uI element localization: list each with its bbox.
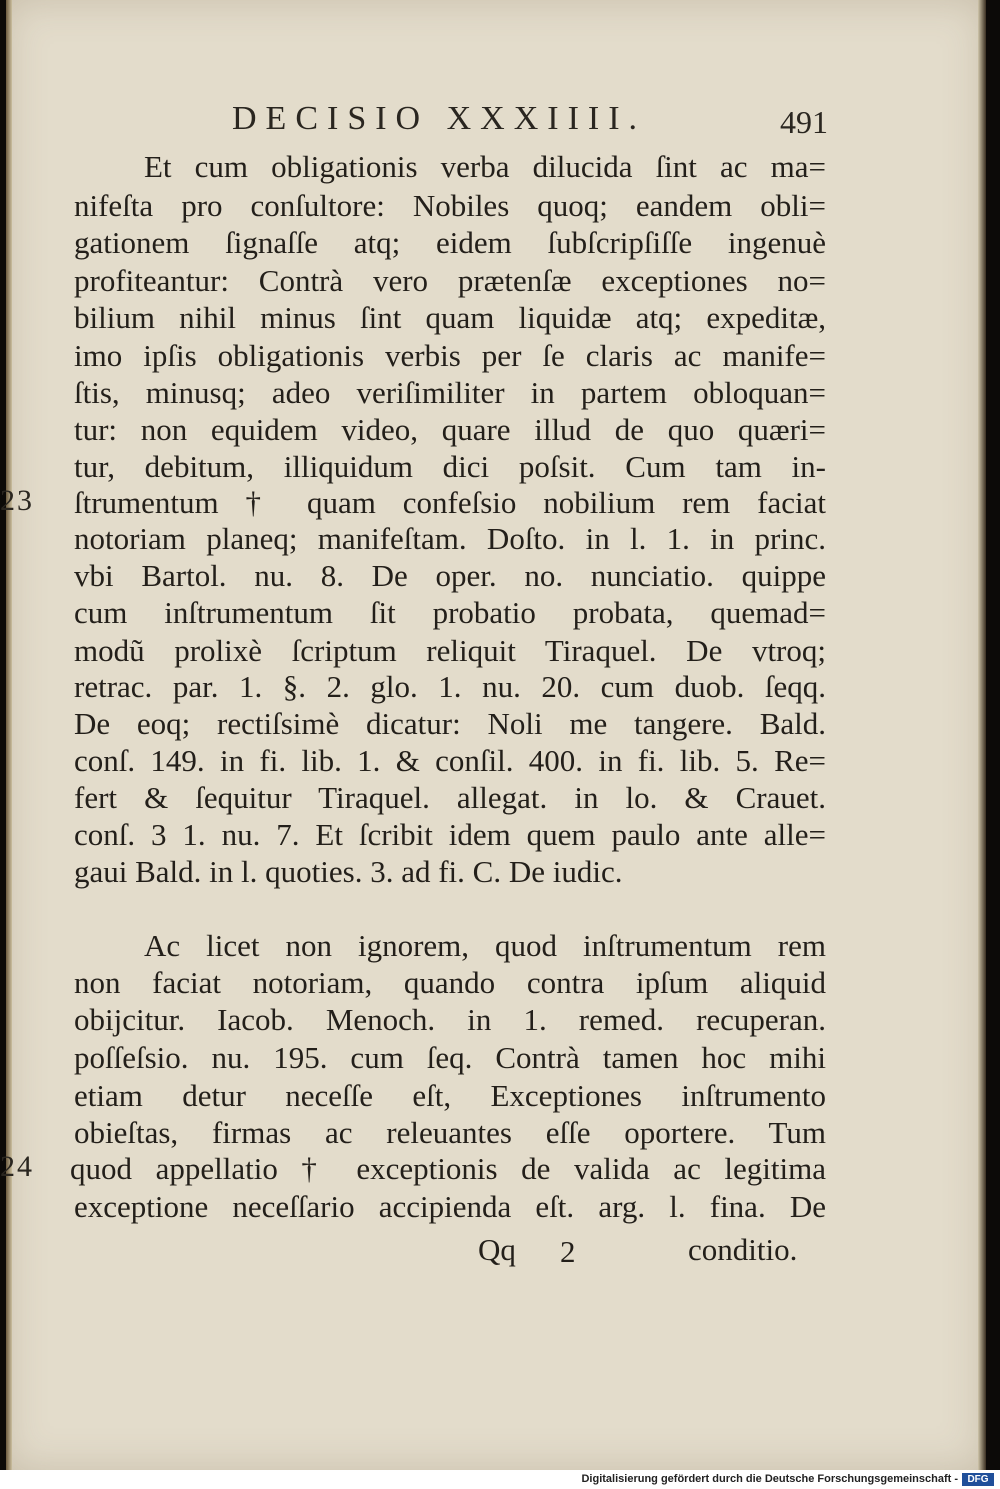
text-line: Et cum obligationis verba dilucida ſint ac ma=	[144, 149, 826, 184]
page-edge-left	[6, 0, 12, 1470]
text-line: De eoq; rectiſsimè dicatur: Noli me tangere. Bald.	[74, 706, 826, 741]
text-line: tur: non equidem video, quare illud de quo quæri=	[74, 412, 826, 447]
catchword: conditio.	[688, 1232, 798, 1267]
text-line: obieſtas, firmas ac releuantes eſſe oportere. Tum	[74, 1115, 826, 1150]
text-line: fert & ſequitur Tiraquel. allegat. in lo. & Crauet.	[74, 780, 826, 815]
text-line: ſtrumentum † quam confeſsio nobilium rem faciat	[74, 485, 826, 520]
text-line: exceptione neceſſario accipienda eſt. arg. l. fina. De	[74, 1189, 826, 1224]
text-line: vbi Bartol. nu. 8. De oper. no. nunciatio. quippe	[74, 558, 826, 593]
text-line: cum inſtrumentum ſit probatio probata, quemad=	[74, 595, 826, 630]
text-line: etiam detur neceſſe eſt, Exceptiones inſtrumento	[74, 1078, 826, 1113]
text-line: notoriam planeq; manifeſtam. Doſto. in l. 1. in princ.	[74, 521, 826, 556]
dfg-logo: DFG	[962, 1473, 994, 1486]
text-line: obijcitur. Iacob. Menoch. in 1. remed. recuperan.	[74, 1002, 826, 1037]
running-head: DECISIO XXXIIII.	[232, 100, 647, 137]
text-line: Ac licet non ignorem, quod inſtrumentum rem	[144, 928, 826, 963]
text-line: profiteantur: Contrà vero prætenſæ exceptiones no=	[74, 263, 826, 298]
text-line: gationem ſignaſſe atq; eidem ſubſcripſiſſe ingenuè	[74, 225, 826, 260]
text-line: nifeſta pro conſultore: Nobiles quoq; eandem obli=	[74, 188, 826, 223]
signature-sheet-number: 2	[560, 1234, 576, 1269]
text-line: tur, debitum, illiquidum dici poſsit. Cum tam in-	[74, 449, 826, 484]
text-line: gaui Bald. in l. quoties. 3. ad fi. C. De iudic.	[74, 854, 623, 889]
text-line: ſtis, minusq; adeo veriſimiliter in partem obloquan=	[74, 375, 826, 410]
text-line: retrac. par. 1. §. 2. glo. 1. nu. 20. cum duob. ſeqq.	[74, 669, 826, 704]
text-line: imo ipſis obligationis verbis per ſe claris ac manife=	[74, 338, 826, 373]
text-line: modũ prolixè ſcriptum reliquit Tiraquel. De vtroq;	[74, 633, 826, 668]
margin-note-23: 23	[0, 484, 34, 517]
page-edge-right	[978, 0, 986, 1470]
funding-notice: Digitalisierung gefördert durch die Deutsche Forschungsgemeinschaft -	[581, 1473, 958, 1485]
digitization-footer	[0, 1470, 1000, 1489]
text-line: bilium nihil minus ſint quam liquidæ atq; expeditæ,	[74, 300, 826, 335]
text-line: non faciat notoriam, quando contra ipſum aliquid	[74, 965, 826, 1000]
margin-note-24: 24	[0, 1150, 34, 1183]
page-number: 491	[780, 104, 828, 140]
signature-mark: Qq	[478, 1232, 516, 1267]
text-line: poſſeſsio. nu. 195. cum ſeq. Contrà tamen hoc mihi	[74, 1040, 826, 1075]
text-line: conſ. 149. in fi. lib. 1. & conſil. 400. in fi. lib. 5. Re=	[74, 743, 826, 778]
text-line: conſ. 3 1. nu. 7. Et ſcribit idem quem paulo ante alle=	[74, 817, 826, 852]
text-line: quod appellatio † exceptionis de valida ac legitima	[70, 1151, 826, 1186]
